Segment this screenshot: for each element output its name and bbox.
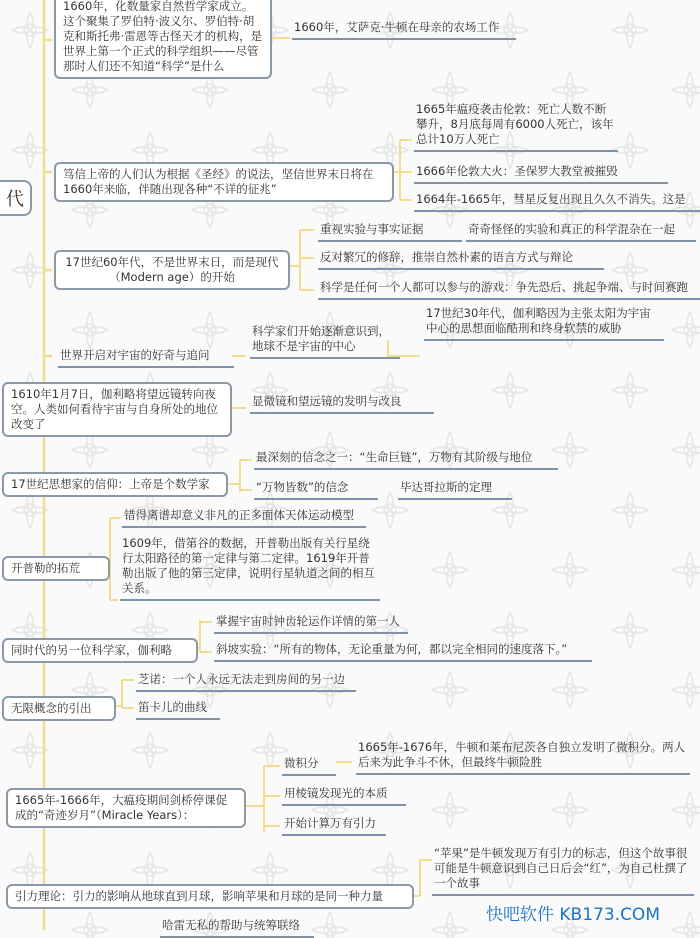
node-clockwork-label: 掌握宇宙时钟齿轮运作详情的第一人: [216, 614, 400, 628]
node-doomsday-label: 笃信上帝的人们认为根据《圣经》的说法，坚信世界末日将在1660年来临，伴随出现各种“不详的征兆”: [63, 167, 374, 196]
node-galileo-label: 同时代的另一位科学家，伽利略: [11, 643, 172, 657]
node-clockwork[interactable]: [214, 614, 408, 634]
node-incline[interactable]: [214, 642, 592, 662]
node-incline-label: 斜坡实验：“所有的物体，无论重量为何，都以完全相同的速度落下。”: [216, 642, 568, 656]
root-node[interactable]: [0, 180, 32, 216]
node-comet[interactable]: [414, 192, 700, 212]
node-pythagoras-label: 毕达哥拉斯的定理: [400, 480, 492, 494]
node-leibniz[interactable]: [356, 740, 690, 775]
node-curiosity[interactable]: [58, 348, 234, 368]
node-pythagoras[interactable]: [398, 480, 512, 500]
node-math-god-label: 17世纪思想家的信仰：上帝是个数学家: [11, 477, 210, 491]
node-miracle-label: 1665年-1666年，大瘟疫期间剑桥停课促成的“奇迹岁月”（Miracle Years）：: [15, 793, 228, 822]
node-descartes[interactable]: [136, 700, 220, 720]
node-plague[interactable]: [414, 102, 618, 152]
node-halley[interactable]: [160, 918, 314, 938]
node-prism[interactable]: [282, 786, 406, 806]
node-apple[interactable]: [432, 846, 694, 896]
node-game-label: 科学是任何一个人都可以参与的游戏：争先恐后、挑起争端、与时间赛跑: [320, 280, 688, 294]
node-kepler-laws[interactable]: [120, 536, 380, 601]
node-newton-farm[interactable]: [292, 20, 516, 40]
node-modern-age[interactable]: [54, 250, 290, 290]
node-kepler-label: 开普勒的拓荒: [11, 561, 80, 575]
node-fire[interactable]: [414, 164, 668, 184]
node-plague-label: 1665年瘟疫袭击伦敦：死亡人数不断攀升，8月底每周有6000人死亡，该年总计10万人死亡: [416, 102, 614, 146]
node-kepler-laws-label: 1609年，借第谷的数据，开普勒出版有关行星绕行太阳路径的第一定律与第二定律。1619年开普勒出版了他的第三定律，说明行星轨道之间的相互关系。: [122, 536, 375, 595]
node-polyhedra[interactable]: [122, 508, 366, 528]
node-infinity-label: 无限概念的引出: [11, 701, 92, 715]
node-gravity-label: 引力理论：引力的影响从地球直到月球，影响苹果和月球的是同一种力量: [15, 889, 383, 903]
node-microscope[interactable]: [250, 394, 434, 414]
node-chain[interactable]: [254, 450, 558, 470]
node-doomsday[interactable]: [54, 162, 394, 202]
node-infinity[interactable]: [2, 696, 116, 721]
node-halley-label: 哈雷无私的帮助与统筹联络: [162, 918, 300, 932]
node-leibniz-label: 1665年-1676年，牛顿和莱布尼茨各自独立发明了微积分。两人后来为此争斗不休，但最终牛顿险胜: [358, 740, 686, 769]
node-strange-exp-label: 奇奇怪怪的实验和真正的科学混杂在一起: [468, 222, 675, 236]
node-galileo-threat-label: 17世纪30年代，伽利略因为主张太阳为宇宙中心的思想面临酷刑和终身软禁的威胁: [426, 306, 651, 335]
node-gravity[interactable]: [6, 884, 414, 909]
root-label: 代: [6, 189, 24, 210]
node-royal-society-label: 1660年，化数量家自然哲学家成立。这个聚集了罗伯特·波义尔、罗伯特·胡克和斯托弗·雷恩等古怪天才的机构，是世界上第一个正式的科学组织——尽管那时人们还不知道“科学”是什么: [63, 0, 263, 73]
watermark: [486, 900, 660, 925]
node-modern-age-label: 17世纪60年代，不是世界末日，而是现代（Modern age）的开始: [65, 255, 279, 284]
node-game[interactable]: [318, 280, 700, 300]
node-polyhedra-label: 错得离谱却意义非凡的正多面体天体运动模型: [124, 508, 354, 522]
watermark-label: 快吧软件 KB173.COM: [486, 905, 660, 925]
node-zeno-label: 芝诺：一个人永远无法走到房间的另一边: [138, 672, 345, 686]
node-experiment[interactable]: [318, 222, 462, 242]
node-kepler[interactable]: [2, 556, 110, 581]
node-apple-label: “苹果”是牛顿发现万有引力的标志，但这个故事很可能是牛顿意识到自己日后会“红”，为自己杜撰了一个故事: [434, 846, 688, 890]
node-gravity-calc[interactable]: [282, 816, 386, 836]
node-galileo[interactable]: [2, 638, 198, 663]
node-all-number[interactable]: [254, 480, 378, 500]
node-rhetoric-label: 反对繁冗的修辞，推崇自然朴素的语言方式与辩论: [320, 250, 573, 264]
node-telescope[interactable]: [2, 382, 232, 437]
node-galileo-threat[interactable]: [424, 306, 664, 341]
node-curiosity-label: 世界开启对宇宙的好奇与追问: [60, 348, 210, 362]
node-calculus-label: 微积分: [284, 756, 319, 770]
node-chain-label: 最深刻的信念之一：“生命巨链”，万物有其阶级与地位: [256, 450, 533, 464]
node-comet-label: 1664年-1665年，彗星反复出现且久久不消失。这是: [416, 192, 686, 206]
node-rhetoric[interactable]: [318, 250, 604, 270]
node-not-center[interactable]: [250, 324, 400, 359]
node-fire-label: 1666年伦敦大火：圣保罗大教堂被摧毁: [416, 164, 618, 178]
node-calculus[interactable]: [282, 756, 336, 776]
node-miracle[interactable]: [6, 788, 246, 828]
node-math-god[interactable]: [2, 472, 228, 497]
node-microscope-label: 显微镜和望远镜的发明与改良: [252, 394, 402, 408]
node-telescope-label: 1610年1月7日，伽利略将望远镜转向夜空。人类如何看待宇宙与自身所处的地位改变了: [11, 387, 218, 431]
node-descartes-label: 笛卡儿的曲线: [138, 700, 207, 714]
node-gravity-calc-label: 开始计算万有引力: [284, 816, 376, 830]
node-not-center-label: 科学家们开始逐渐意识到，地球不是宇宙的中心: [252, 324, 390, 353]
node-royal-society[interactable]: [54, 0, 272, 79]
node-strange-exp[interactable]: [466, 222, 696, 242]
node-all-number-label: “万物皆数”的信念: [256, 480, 349, 494]
node-prism-label: 用棱镜发现光的本质: [284, 786, 388, 800]
node-newton-farm-label: 1660年，艾萨克·牛顿在母亲的农场工作: [294, 20, 500, 34]
node-experiment-label: 重视实验与事实证据: [320, 222, 424, 236]
node-zeno[interactable]: [136, 672, 356, 692]
